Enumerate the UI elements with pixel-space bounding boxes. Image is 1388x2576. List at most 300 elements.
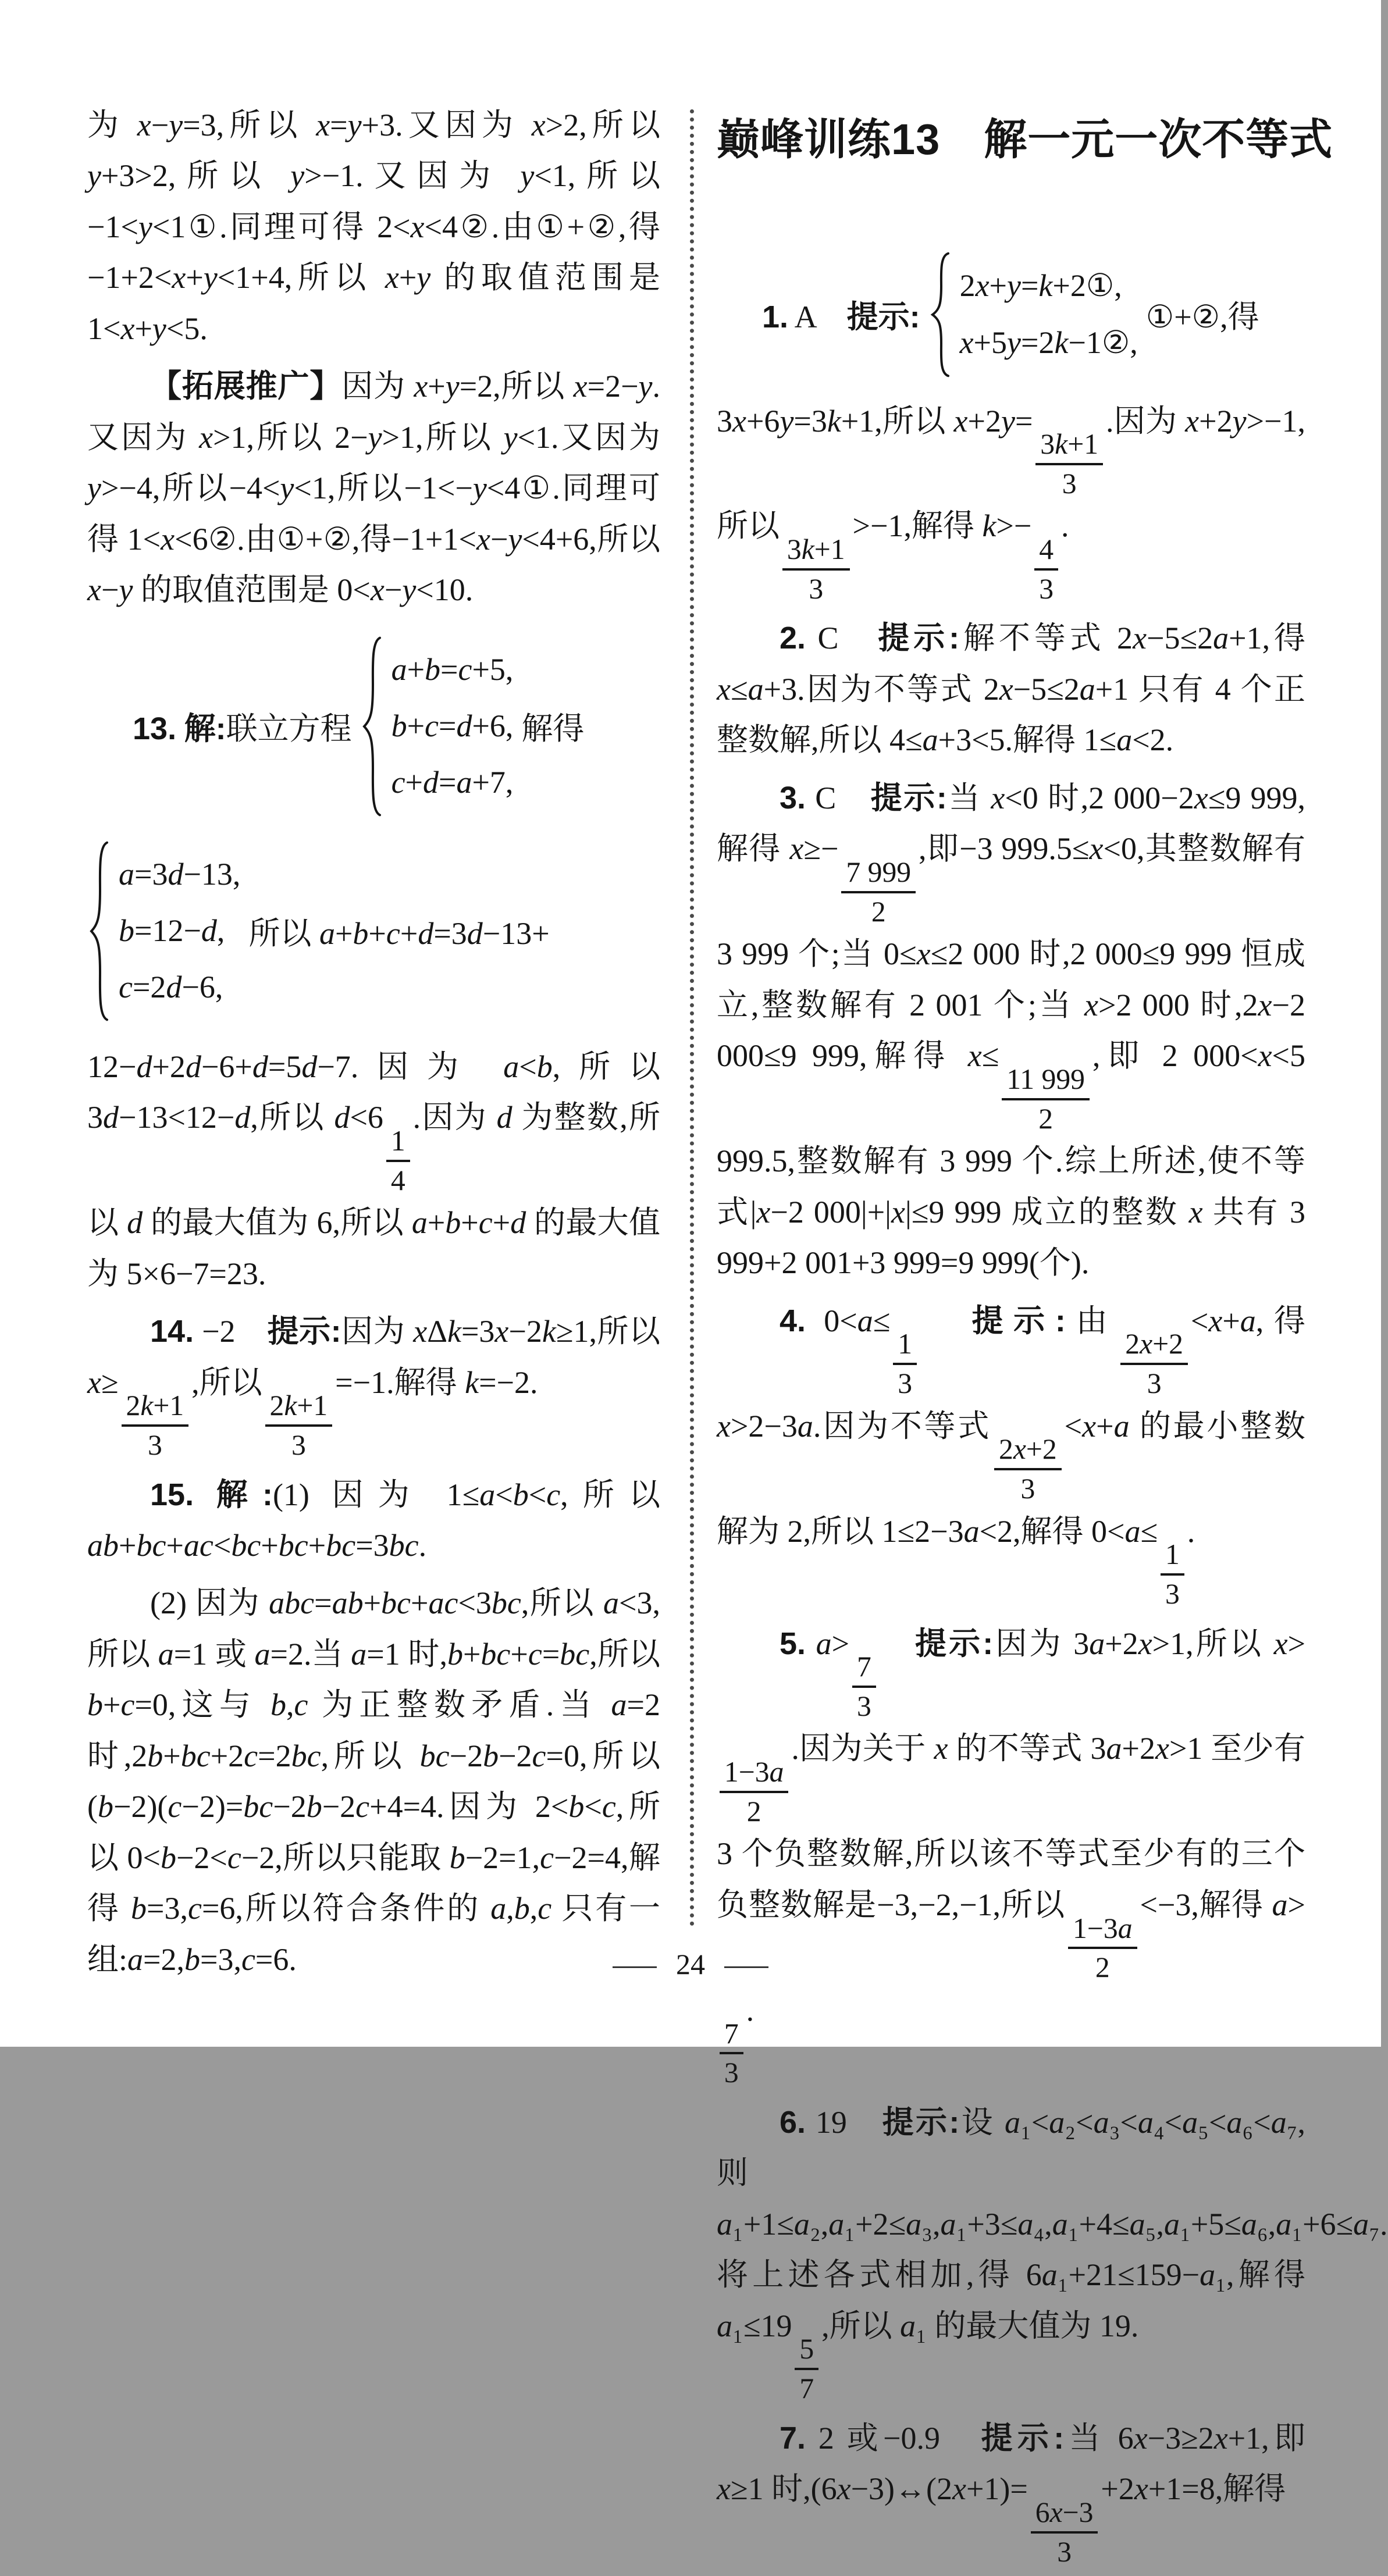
bold-run: 提示: (267, 1314, 341, 1349)
math-variable: c (120, 1687, 135, 1723)
math-variable: x (87, 1364, 101, 1400)
math-variable: x (1013, 1433, 1026, 1466)
math-variable: a (1164, 2206, 1180, 2242)
math-variable: c (188, 1891, 202, 1926)
math-variable: c (458, 651, 472, 687)
math-variable: y (1232, 403, 1247, 439)
math-variable: x (316, 108, 330, 142)
math-variable: a (1182, 2104, 1198, 2140)
text-run: 19 (806, 2104, 882, 2140)
fraction (122, 1388, 189, 1462)
text-run: 解不等式 2x−5≤2a+1,得 x≤a+3.因为不等式 2x−5≤2a+1 只有 4 个正整数解,所以 4≤a+3<5.解得 1≤a<2. (717, 621, 1305, 758)
math-variable: bc (326, 1527, 356, 1563)
math-variable: b (449, 1840, 465, 1875)
paragraph (87, 100, 660, 354)
math-variable: x (1082, 1408, 1097, 1444)
math-variable: y (402, 572, 417, 608)
math-variable: a (940, 2206, 956, 2242)
math-variable: x (494, 1314, 509, 1349)
math-variable: x (1185, 403, 1200, 439)
math-variable: b (536, 1049, 553, 1084)
math-variable: c (386, 916, 400, 952)
equation-system (133, 632, 660, 821)
math-variable: d (166, 970, 182, 1005)
math-variable: x (1089, 831, 1104, 867)
text-run: a+b=c+5, (391, 651, 514, 687)
math-variable: k (827, 403, 841, 439)
math-variable: x (87, 572, 101, 608)
math-variable: bc (136, 1527, 166, 1563)
math-variable: a (748, 671, 764, 707)
math-variable: b (131, 1891, 147, 1926)
math-variable: x (756, 1194, 771, 1230)
fraction-numerator: 4 (1034, 532, 1058, 571)
paragraph (717, 2097, 1388, 2406)
paragraph (717, 1296, 1305, 1612)
equation-line (119, 959, 240, 1016)
math-variable: d (185, 1049, 201, 1084)
equation-system (87, 837, 660, 1025)
math-variable: a (1276, 2206, 1292, 2242)
math-variable: bc (491, 1585, 521, 1621)
paragraph (717, 773, 1305, 1289)
math-variable: y (280, 471, 294, 506)
math-variable: a (127, 1941, 144, 1977)
math-variable: b (270, 1687, 286, 1723)
math-variable: bc (560, 1636, 590, 1672)
bold-run: 6. (780, 2104, 806, 2140)
math-variable: d (456, 708, 472, 744)
fraction (1161, 1537, 1184, 1611)
math-variable: a (490, 1891, 507, 1926)
math-variable: a (717, 2308, 732, 2343)
math-variable: bc (180, 1738, 211, 1773)
math-variable: c (241, 1941, 255, 1977)
bold-run: 解: (216, 1477, 273, 1512)
math-variable: y (119, 572, 133, 608)
math-variable: a (1124, 1513, 1141, 1549)
paragraph (87, 1042, 660, 1299)
paragraph (717, 1619, 1305, 2090)
math-variable: a (816, 1626, 832, 1661)
math-variable: a (603, 1585, 620, 1621)
footer-dash-left: — (613, 1948, 657, 1980)
math-variable: x (413, 1314, 428, 1349)
math-variable: a (922, 722, 938, 758)
equation-system (762, 250, 1305, 380)
math-variable: x (934, 1731, 948, 1766)
math-variable: ab (87, 1527, 119, 1563)
math-variable: a (456, 765, 472, 800)
text-run: 设 a₁<a₂<a₃<a₄<a₅<a₆<a₇,则 a₁+1≤a₂,a₁+2≤a₃,a₁+3≤a₄,a₁+4≤a₅,a₁+5≤a₆,a₁+6≤a₇.将上述各式相加,得 6a₁+21≤159−a₁,解得 a₁≤19 $\frac{5}{7}$ ,所以 a₁ 的最大值为 19. (717, 2105, 1388, 2343)
math-variable: x (1194, 780, 1208, 815)
math-variable: a (717, 2206, 732, 2242)
fraction-numerator: 7 999 (841, 855, 916, 893)
fraction-numerator: 1−3a (720, 1755, 788, 1793)
math-variable: y (503, 419, 518, 455)
math-variable: c (478, 1205, 493, 1241)
right-column-body (717, 250, 1388, 2570)
math-variable: b (568, 1789, 585, 1825)
bold-run: 解: (184, 711, 226, 747)
equation-group (392, 642, 514, 811)
math-variable: c (602, 1789, 616, 1825)
math-variable: c (119, 970, 133, 1005)
bold-run: 15. (150, 1477, 194, 1512)
math-variable: c (546, 1477, 561, 1512)
fraction (720, 2016, 743, 2090)
fraction (893, 1327, 917, 1401)
math-variable: b (513, 1477, 529, 1512)
system-suffix (1146, 292, 1259, 337)
math-variable: a (828, 2206, 845, 2242)
math-variable: a (1226, 2104, 1243, 2140)
math-variable: x (1049, 2496, 1063, 2528)
math-variable: d (252, 1049, 268, 1084)
fraction-denominator: 7 (799, 2372, 814, 2405)
system-suffix (248, 908, 549, 953)
paragraph (717, 2413, 1305, 2569)
math-variable: d (334, 1100, 350, 1135)
fraction-denominator: 3 (1039, 572, 1054, 605)
text-run: 当 x<0 时,2 000−2x≤9 999,解得 x≥− $\frac{7 999}{2}$ ,即−3 999.5≤x<0,其整数解有 3 999 个;当 0≤x≤2 000 时,2 000≤9 999 恒成立,整数解有 2 001 个;当 x>2 000 时,2x−2 000≤9 999,解得 x≤ $\frac{11 999}{2}$ ,即 2 000<x<5 999.5,整数解有 3 999 个.综上所述,使不等式|x−2 000|+|x|≤9 999 成立的整数 x 共有 3 999+2 001+3 999=9 999(个). (717, 780, 1306, 1281)
fraction-numerator: 1 (386, 1124, 410, 1162)
fraction (386, 1124, 410, 1198)
fraction (841, 855, 916, 929)
math-variable: a (1079, 671, 1095, 707)
math-variable: a (1240, 1303, 1256, 1338)
equation-line (960, 315, 1138, 371)
bold-run: 【拓展推广】 (150, 369, 342, 404)
math-variable: x (531, 108, 546, 142)
left-column (87, 93, 660, 1992)
fraction-denominator: 2 (746, 1795, 761, 1827)
math-variable: bc (278, 1527, 308, 1563)
page-number: 24 (676, 1948, 705, 1980)
math-variable: y (169, 108, 183, 142)
fraction (852, 1649, 876, 1723)
bold-run: 提示: (882, 2104, 960, 2140)
fraction-denominator: 3 (1062, 467, 1077, 500)
math-variable: c (227, 1840, 241, 1875)
math-variable: a (119, 856, 134, 892)
equation-line (392, 642, 514, 698)
math-variable: a (1116, 722, 1133, 758)
bold-run: 4. (780, 1303, 806, 1338)
equation-line (119, 846, 240, 903)
math-variable: y (290, 158, 305, 194)
math-variable: x (1273, 1626, 1288, 1661)
equation-line (960, 258, 1138, 314)
math-variable: a (793, 2206, 810, 2242)
math-variable: a (1049, 2104, 1065, 2140)
curly-brace-icon (360, 632, 383, 821)
bold-run: 提示: (870, 780, 947, 815)
text-run: c+d=a+7, (391, 765, 514, 800)
math-variable: x (414, 369, 428, 404)
math-variable: bc (291, 1738, 321, 1773)
math-variable: a (1117, 1912, 1133, 1944)
math-variable: x (1213, 2420, 1228, 2456)
math-variable: k (465, 1364, 479, 1400)
math-variable: c (532, 1738, 546, 1773)
fraction-denominator: 3 (1147, 1367, 1162, 1399)
math-variable: d (496, 1100, 513, 1135)
math-variable: k (447, 1314, 461, 1349)
math-variable: c (355, 1789, 370, 1825)
math-variable: x (1208, 1303, 1223, 1338)
text-run: b+c=d+6, (391, 708, 514, 744)
paragraph (717, 396, 1305, 607)
math-variable: d (103, 1100, 119, 1135)
math-variable: x (717, 2471, 731, 2507)
bold-run: 提示: (846, 300, 920, 334)
math-variable: x (1134, 2471, 1148, 2507)
fraction (720, 1755, 788, 1829)
math-variable: y (368, 419, 382, 455)
text-run: c=2d−6, (119, 970, 223, 1005)
math-variable: x (952, 2471, 966, 2507)
bold-run: 5. (780, 1626, 806, 1661)
math-variable: k (1054, 325, 1069, 360)
text-run: (2) 因为 abc=ab+bc+ac<3bc,所以 a<3,所以 a=1 或 a=2.当 a=1 时,b+bc+c=bc,所以 b+c=0,这与 b,c 为正整数矛盾.当 a=2 时,2b+bc+2c=2bc,所以 bc−2b−2c=0,所以(b−2)(c−2)=bc−2b−2c+4=4.因为 2<b<c,所以 0<b−2<c−2,所以只能取 b−2=1,c−2=4,解得 b=3,c=6,所以符合条件的 a,b,c 只有一组:a=2,b=3,c=6. (87, 1585, 661, 1977)
bold-run: 提示: (878, 621, 960, 656)
math-variable: x (789, 831, 804, 867)
math-variable: x (199, 419, 213, 455)
fraction (994, 1432, 1062, 1506)
math-variable: x (967, 1038, 982, 1074)
equation-line (392, 754, 514, 811)
fraction-denominator: 3 (857, 1690, 871, 1722)
paragraph (87, 1470, 660, 1572)
fraction-denominator: 3 (1165, 1577, 1180, 1610)
math-variable: x (476, 521, 490, 557)
math-variable: k (801, 533, 814, 566)
math-variable: bc (389, 1527, 419, 1563)
math-variable: b (119, 913, 134, 949)
math-variable: x (1155, 1731, 1169, 1766)
fraction-denominator: 3 (147, 1428, 162, 1461)
math-variable: y (203, 260, 218, 295)
math-variable: a (254, 1636, 271, 1672)
text-run: 由 $\frac{2x+2}{3}$ <x+a,得 x>2−3a.因为不等式 $\frac{2x+2}{3}$ <x+a 的最小整数解为 2,所以 1≤2−3a<2,解得 0<a≤ $\frac{1}{3}$ . (717, 1303, 1305, 1549)
math-variable: x (891, 1194, 905, 1230)
fraction-numerator: 3k+1 (782, 532, 850, 571)
text-run: C (806, 621, 878, 656)
fraction-denominator: 3 (291, 1428, 306, 1461)
math-variable: x (1133, 621, 1147, 656)
bold-run: 3. (780, 780, 806, 815)
fraction (1002, 1062, 1090, 1136)
text-run: (1) 因为 1≤a<b<c,所以 ab+bc+ac<bc+bc+bc=3bc. (87, 1477, 661, 1563)
fraction-denominator: 2 (1038, 1102, 1054, 1135)
math-variable: abc (269, 1585, 315, 1621)
fraction (1120, 1327, 1188, 1401)
fraction-numerator: 1 (1161, 1537, 1184, 1576)
equation-group (119, 846, 240, 1016)
math-variable: c (528, 1636, 542, 1672)
fraction-denominator: 3 (898, 1367, 913, 1399)
system-prefix (762, 292, 920, 337)
system-suffix (521, 704, 584, 749)
math-variable: x (991, 780, 1005, 815)
fraction-numerator: 2x+2 (994, 1432, 1062, 1470)
math-variable: a (769, 1756, 784, 1788)
math-variable: b (87, 1687, 103, 1723)
math-variable: x (1258, 987, 1272, 1022)
fraction-numerator: 1−3a (1068, 1911, 1137, 1950)
math-variable: a (1353, 2206, 1369, 2242)
math-variable: c (538, 1891, 552, 1926)
math-variable: x (717, 1408, 731, 1444)
bold-run: 2. (780, 621, 806, 656)
math-variable: a (1093, 2104, 1109, 2140)
math-variable: a (1041, 2257, 1058, 2293)
math-variable: bc (381, 1585, 411, 1621)
math-variable: y (417, 260, 431, 295)
math-variable: y (1007, 325, 1021, 360)
math-variable: x (916, 936, 931, 972)
paragraph (87, 1306, 660, 1462)
fraction-denominator: 2 (1095, 1951, 1110, 1984)
math-variable: bc (481, 1636, 511, 1672)
math-variable: b (184, 1941, 200, 1977)
bold-run: 1. (762, 300, 789, 334)
math-variable: x (1084, 987, 1098, 1022)
math-variable: a (1270, 2104, 1287, 2140)
text-run: a=3d−13, (119, 856, 241, 892)
math-variable: a (1272, 1887, 1288, 1922)
section-title: 巅峰训练13 解一元一次不等式 (717, 115, 1333, 163)
text-run: 所以 a+b+c+d=3d−13+ (248, 916, 550, 952)
fraction (1035, 427, 1103, 501)
fraction-denominator: 2 (871, 895, 886, 928)
math-variable: x (385, 260, 399, 295)
math-variable: k (542, 1314, 556, 1349)
math-variable: c (294, 1687, 308, 1723)
math-variable: y (152, 311, 166, 346)
page-footer (0, 1947, 1381, 1981)
math-variable: x (717, 671, 731, 707)
math-variable: y (138, 209, 152, 244)
math-variable: bc (231, 1527, 261, 1563)
math-variable: b (353, 916, 369, 952)
curly-brace-icon (928, 250, 952, 380)
math-variable: b (391, 708, 407, 744)
math-variable: b (514, 1891, 530, 1926)
text-run: a> $\frac{7}{3}$ (806, 1626, 915, 1661)
bold-run: 14. (150, 1314, 194, 1349)
math-variable: a (411, 1205, 428, 1241)
math-variable: y (508, 521, 522, 557)
equation-line (119, 903, 240, 959)
bold-run: 提示: (981, 2420, 1065, 2456)
math-variable: x (120, 311, 135, 346)
math-variable: y (87, 158, 101, 194)
math-variable: y (87, 471, 101, 506)
fraction-numerator: 7 (852, 1649, 876, 1688)
fraction-numerator: 1 (893, 1327, 917, 1365)
fraction-numerator: 6x−3 (1031, 2495, 1098, 2534)
math-variable: b (483, 1738, 499, 1773)
math-variable: a (503, 1049, 519, 1084)
text-run: 0<a≤ $\frac{1}{3}$ (806, 1303, 971, 1338)
math-variable: k (1055, 428, 1068, 461)
math-variable: y (1001, 403, 1015, 439)
bold-run: 13. (133, 711, 177, 747)
text-run: 联立方程 (226, 711, 352, 747)
math-variable: x (370, 572, 385, 608)
fraction-denominator: 3 (724, 2057, 739, 2089)
math-variable: a (797, 1408, 813, 1444)
math-variable: d (423, 765, 439, 800)
math-variable: y (520, 158, 535, 194)
math-variable: d (127, 1205, 143, 1241)
math-variable: b (160, 1840, 176, 1875)
math-variable: a (611, 1687, 627, 1723)
math-variable: c (244, 1738, 258, 1773)
math-variable: b (306, 1789, 322, 1825)
math-variable: d (168, 856, 184, 892)
fraction-numerator: 7 (720, 2016, 743, 2055)
fraction-numerator: 3k+1 (1035, 427, 1103, 465)
paragraph (87, 361, 660, 615)
math-variable: k (140, 1389, 154, 1422)
math-variable: bc (243, 1789, 273, 1825)
text-run (176, 711, 184, 746)
math-variable: d (467, 916, 483, 952)
math-variable: x (1140, 1328, 1153, 1360)
math-variable: k (982, 508, 996, 544)
math-variable: a (391, 651, 407, 687)
math-variable: k (284, 1389, 297, 1422)
math-variable: x (837, 2471, 851, 2507)
math-variable: b (97, 1789, 113, 1825)
math-variable: b (147, 1738, 163, 1773)
math-variable: y (1007, 268, 1021, 304)
column-divider (690, 109, 694, 1927)
math-variable: a (479, 1477, 496, 1512)
footer-dash-right: — (724, 1948, 768, 1980)
fraction-denominator: 3 (1057, 2535, 1072, 2568)
math-variable: y (638, 369, 653, 404)
math-variable: a (1106, 1731, 1122, 1766)
math-variable: x (1258, 1038, 1272, 1074)
bold-run: 7. (780, 2420, 806, 2456)
text-run: A (788, 300, 847, 334)
math-variable: k (1038, 268, 1053, 304)
math-variable: a (319, 916, 335, 952)
math-variable: x (172, 260, 186, 295)
math-variable: a (351, 1636, 367, 1672)
text-run: 2 或−0.9 (806, 2420, 981, 2456)
math-variable: d (418, 916, 434, 952)
math-variable: y (472, 471, 487, 506)
fraction-numerator: 2k+1 (122, 1388, 189, 1427)
math-variable: x (1138, 1626, 1152, 1661)
math-variable: c (540, 1840, 554, 1875)
paragraph (87, 1578, 660, 1985)
math-variable: a (1129, 2206, 1145, 2242)
math-variable: a (1052, 2206, 1068, 2242)
math-variable: ac (428, 1585, 458, 1621)
math-variable: b (445, 1205, 461, 1241)
text-run: ①+②,得 (1145, 300, 1259, 334)
text-run (194, 1477, 216, 1512)
math-variable: d (136, 1049, 152, 1084)
math-variable: a (1137, 2104, 1154, 2140)
math-variable: a (1113, 1408, 1130, 1444)
